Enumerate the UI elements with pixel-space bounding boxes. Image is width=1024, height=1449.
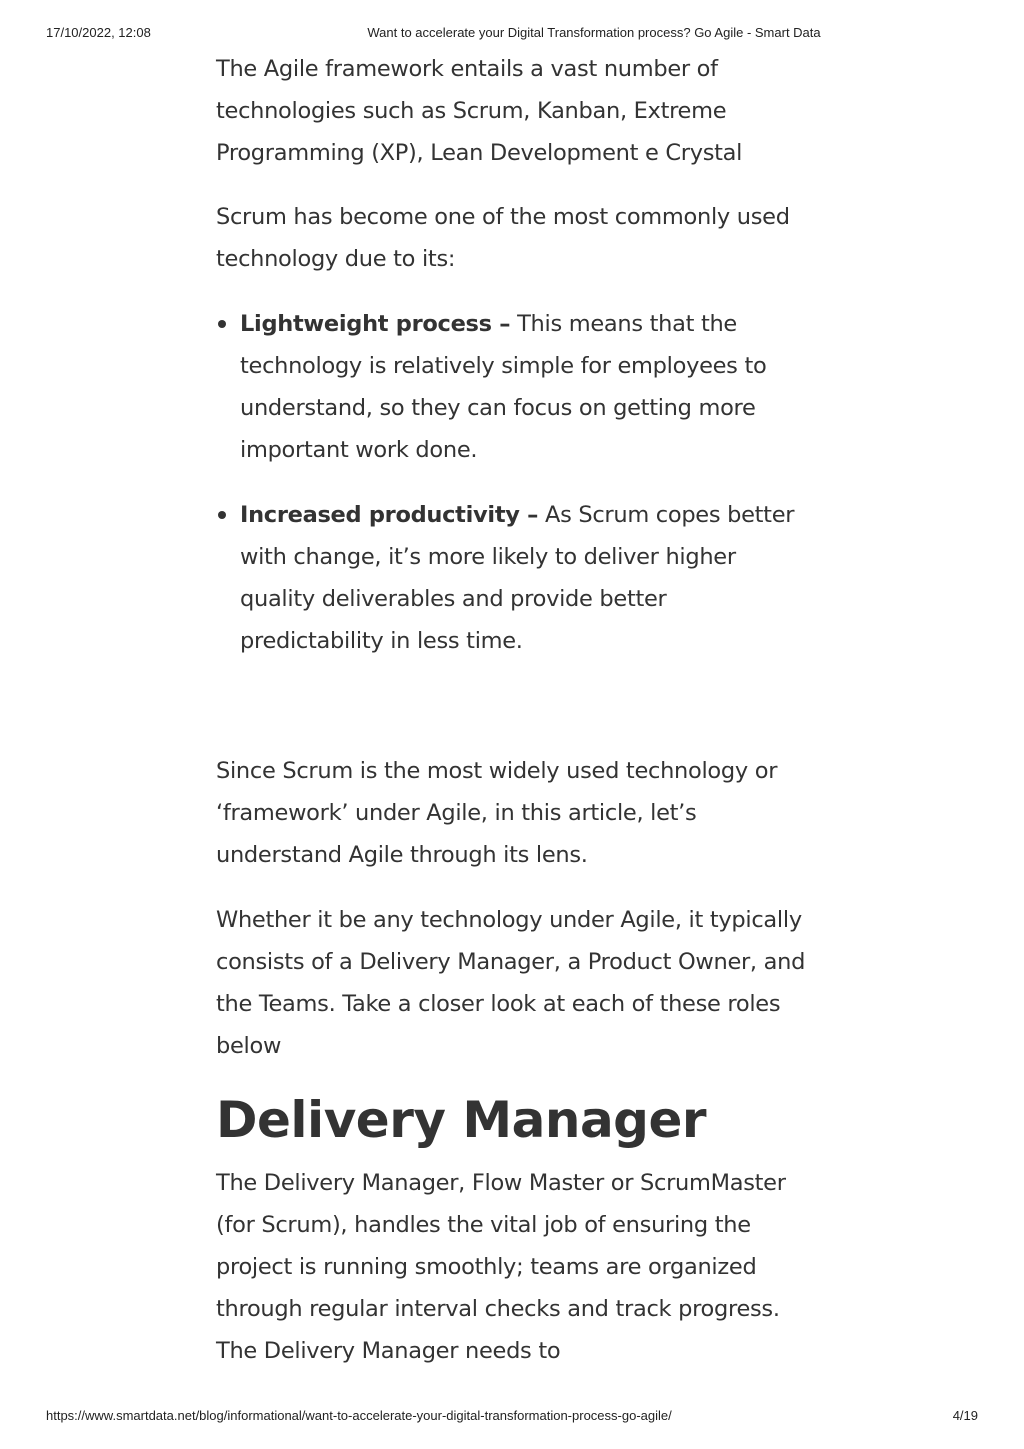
paragraph-scrum-intro: Scrum has become one of the most commonly used technology due to its: [216,204,790,272]
section-heading: Delivery Manager [216,1091,707,1149]
list-item-term: Lightweight process – [240,311,511,337]
paragraph-scrum-lens: Since Scrum is the most widely used technology or ‘framework’ under Agile, in this article, let’s understand Agile through its lens. [216,758,778,868]
paragraph-agile-roles: Whether it be any technology under Agile, it typically consists of a Delivery Manager, a Product Owner, and the Teams. Take a closer look at each of these roles below [216,907,806,1059]
list-item-text: This means that the technology is relatively simple for employees to understand, so they can focus on getting more important work done. [240,311,767,463]
print-url: https://www.smartdata.net/blog/informational/want-to-accelerate-your-digital-transformation-process-go-agile/ [46,1408,672,1423]
article-body [216,48,816,1372]
list-item [216,494,816,662]
paragraph-agile-technologies: The Agile framework entails a vast number of technologies such as Scrum, Kanban, Extreme Programming (XP), Lean Development e Crystal [216,56,743,166]
list-item [216,303,816,471]
list-item-text: As Scrum copes better with change, it’s more likely to deliver higher quality deliverables and provide better predictability in less time. [240,502,795,654]
print-page-title: Want to accelerate your Digital Transformation process? Go Agile - Smart Data [367,25,821,40]
paragraph-delivery-manager: The Delivery Manager, Flow Master or ScrumMaster (for Scrum), handles the vital job of ensuring the project is running smoothly; teams are organized through regular interval checks and track progress. The Delivery Manager needs to [216,1170,786,1364]
page-number: 4/19 [952,1408,978,1423]
scrum-benefits-list [216,303,816,662]
list-item-term: Increased productivity – [240,502,539,528]
print-datetime: 17/10/2022, 12:08 [46,25,151,40]
